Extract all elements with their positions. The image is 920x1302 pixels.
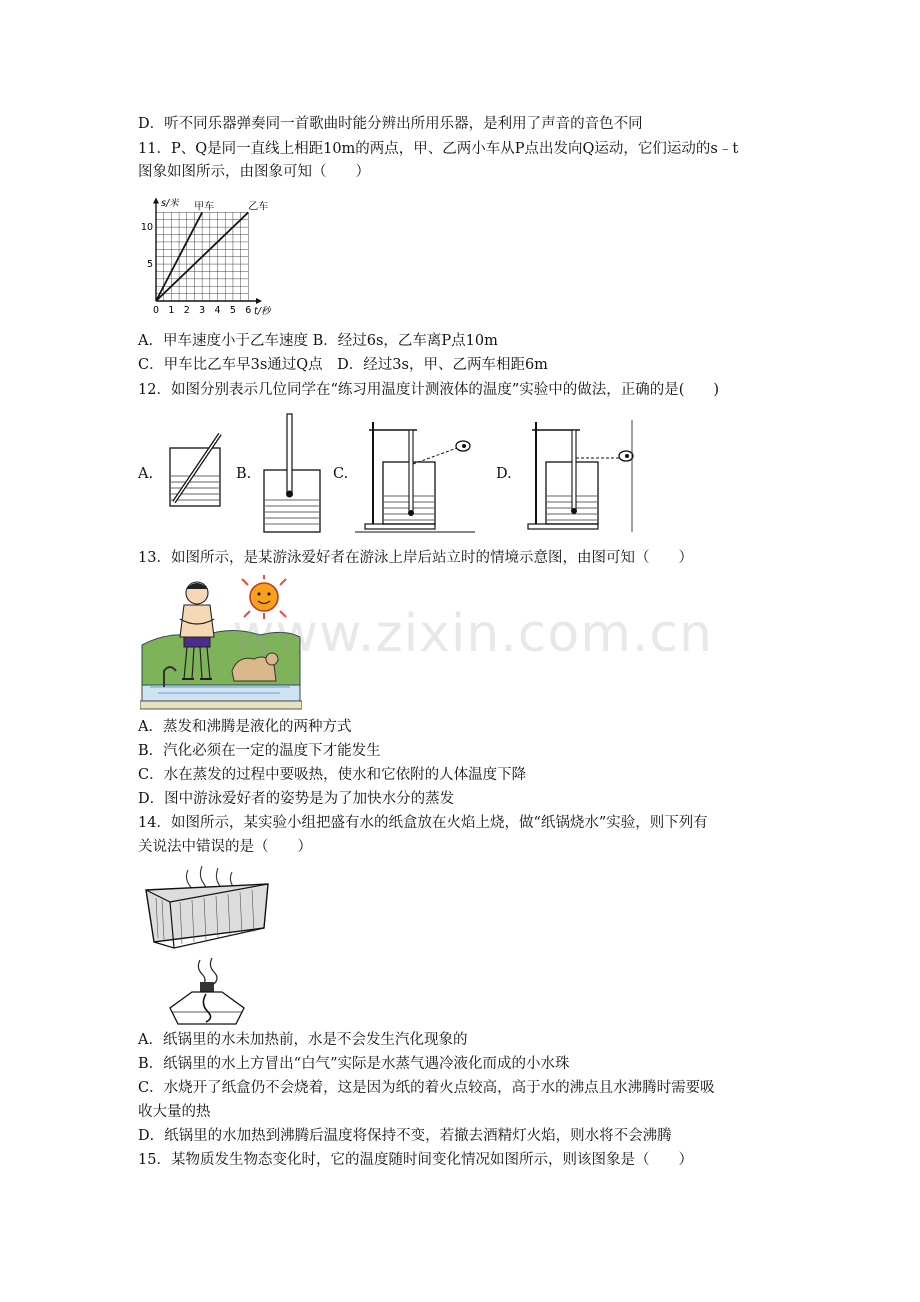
q14-stem-line1: 14．如图所示，某实验小组把盛有水的纸盒放在火焰上烧，做“纸锅烧水”实验，则下列有 [138, 815, 708, 831]
chart-series [156, 200, 268, 301]
q12-label-d: D. [496, 466, 512, 482]
x-tick-label: 3 [199, 305, 206, 316]
y-tick-label: 5 [146, 259, 153, 271]
q11-options-line2: C．甲车比乙车早3s通过Q点 D．经过3s，甲、乙两车相距6m [138, 357, 548, 373]
watermark: www.zixin.com.cn [232, 604, 713, 664]
q14-option-c-line2: 收大量的热 [138, 1104, 211, 1120]
q10-option-d: D．听不同乐器弹奏同一首歌曲时能分辨出所用乐器，是利用了声音的音色不同 [138, 116, 643, 132]
q14-stem-line2: 关说法中错误的是（ ） [138, 839, 312, 855]
paper-pot-illustration [140, 862, 275, 1027]
q12-label-b: B. [236, 466, 252, 482]
x-tick-label: 2 [183, 305, 190, 316]
beaker-figure-a [162, 430, 232, 510]
chart-ylabel: s/米 [161, 198, 179, 209]
q13-option-d: D．图中游泳爱好者的姿势是为了加快水分的蒸发 [138, 791, 455, 807]
beaker-figure-b [258, 412, 328, 537]
y-axis-arrow [153, 198, 159, 204]
chart-xlabel: t/秒 [254, 306, 271, 317]
q14-option-c-line1: C．水烧开了纸盒仍不会烧着，这是因为纸的着火点较高，高于水的沸点且水沸腾时需要吸 [138, 1080, 715, 1096]
q14-option-d: D．纸锅里的水加热到沸腾后温度将保持不变，若撤去酒精灯火焰，则水将不会沸腾 [138, 1128, 672, 1144]
q15-stem: 15．某物质发生物态变化时，它的温度随时间变化情况如图所示，则该图象是（ ） [138, 1152, 693, 1168]
q13-option-c: C．水在蒸发的过程中要吸热，使水和它依附的人体温度下降 [138, 767, 527, 783]
q14-option-b: B．纸锅里的水上方冒出“白气”实际是水蒸气遇冷液化而成的小水珠 [138, 1056, 570, 1072]
x-tick-label: 4 [214, 305, 221, 316]
x-tick-label: 0 [153, 305, 160, 316]
q12-label-c: C. [333, 466, 349, 482]
q14-option-a: A．纸锅里的水未加热前，水是不会发生汽化现象的 [138, 1032, 468, 1048]
q12-stem: 12．如图分别表示几位同学在“练习用温度计测液体的温度”实验中的做法，正确的是( ) [138, 382, 720, 398]
beaker-figure-c [355, 418, 480, 536]
y-tick-label: 10 [140, 222, 153, 234]
s-t-chart [140, 195, 275, 325]
x-tick-label: 5 [229, 305, 236, 316]
q13-option-a: A．蒸发和沸腾是液化的两种方式 [138, 719, 352, 735]
q11-stem-line2: 图象如图所示，由图象可知（ ） [138, 164, 370, 180]
x-tick-label: 6 [245, 305, 252, 316]
beaker-figure-d [518, 418, 643, 536]
q13-option-b: B．汽化必须在一定的温度下才能发生 [138, 743, 381, 759]
chart-tick-labels [141, 222, 251, 316]
q11-options-line1: A．甲车速度小于乙车速度 B．经过6s，乙车离P点10m [138, 333, 498, 349]
x-tick-label: 1 [168, 305, 175, 316]
x-axis-arrow [256, 298, 262, 304]
q11-stem-line1: 11．P、Q是同一直线上相距10m的两点，甲、乙两小车从P点出发向Q运动，它们运动的s﹣t [138, 141, 739, 157]
q12-label-a: A. [138, 466, 154, 482]
series-label: 甲车 [194, 201, 215, 213]
q13-stem: 13．如图所示，是某游泳爱好者在游泳上岸后站立时的情境示意图，由图可知（ ） [138, 550, 693, 566]
series-label: 乙车 [248, 201, 269, 213]
